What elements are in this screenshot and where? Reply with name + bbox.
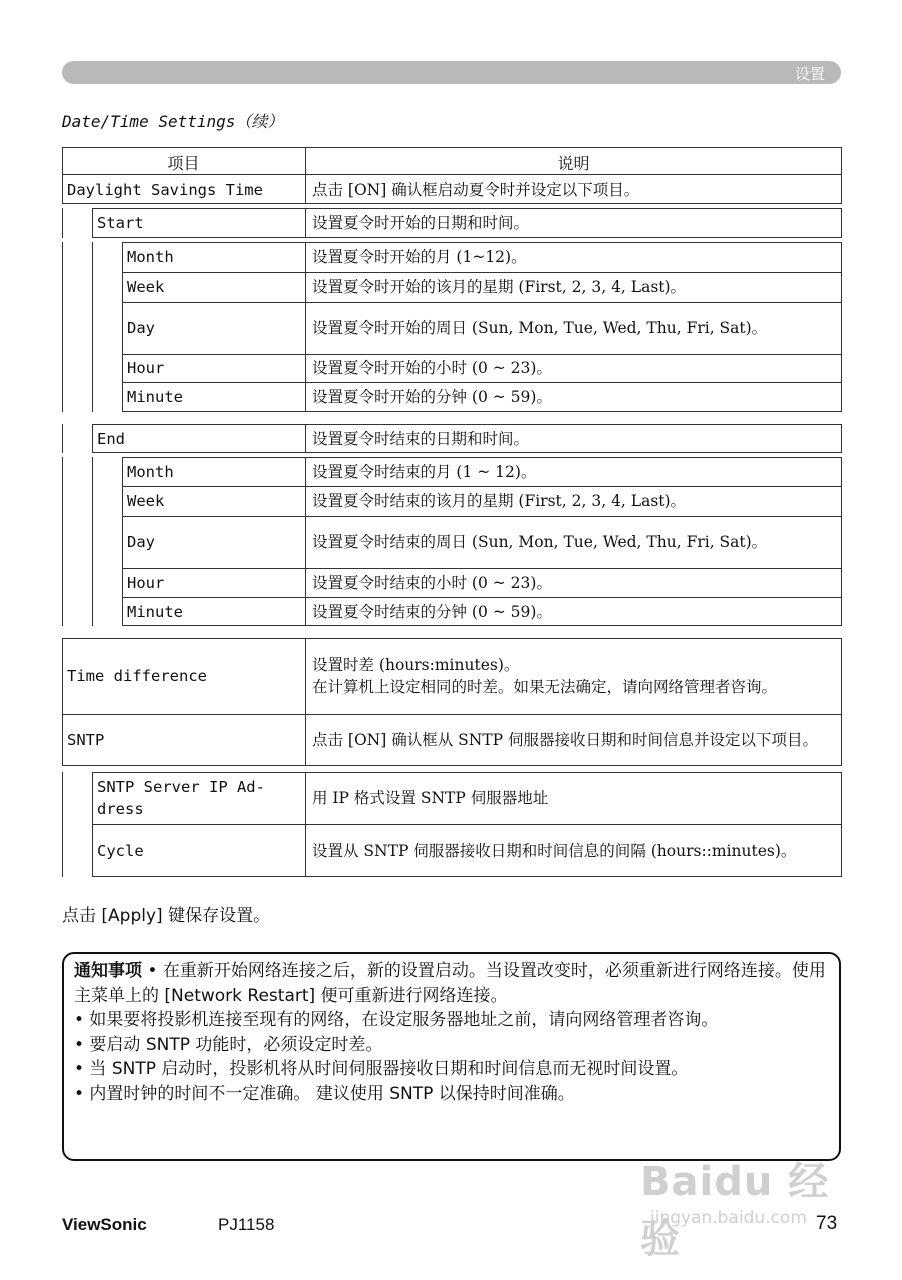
apply-instruction: 点击 [Apply] 键保存设置。: [62, 906, 271, 926]
table-row-start-week-desc: 设置夏令时开始的该月的星期 (First, 2, 3, 4, Last)。: [312, 278, 687, 296]
table-row-end-desc: 设置夏令时结束的日期和时间。: [312, 429, 530, 448]
watermark-url: jingyan.baidu.com: [650, 1208, 807, 1228]
table-row-end-day-item: Day: [127, 533, 155, 551]
table-row-start-day-desc: 设置夏令时开始的周日 (Sun, Mon, Tue, Wed, Thu, Fri, Sat)。: [312, 319, 768, 337]
notice-line-5: • 内置时钟的时间不一定准确。 建议使用 SNTP 以保持时间准确。: [74, 1083, 575, 1104]
table-row-start-hour-desc: 设置夏令时开始的小时 (0 ~ 23)。: [312, 359, 552, 377]
table-row-start-month-item: Month: [127, 248, 174, 266]
table-row-start-month-desc: 设置夏令时开始的月 (1~12)。: [312, 248, 527, 266]
table-row-cycle-desc: 设置从 SNTP 伺服器接收日期和时间信息的间隔 (hours::minutes)。: [312, 841, 797, 860]
table-row-start-hour-item: Hour: [127, 359, 165, 377]
table-row-end-hour-item: Hour: [127, 573, 165, 592]
watermark-brand: Baidu 经验: [640, 1159, 830, 1262]
table-row-cycle-item: Cycle: [97, 841, 144, 860]
table-row-sntp-ip-desc: 用 IP 格式设置 SNTP 伺服器地址: [312, 789, 549, 807]
notice-line-1: • 在重新开始网络连接之后，新的设置启动。当设置改变时，必须重新进行网络连接。使用主菜单上的 [Network Restart] 便可重新进行网络连接。: [74, 961, 826, 1006]
table-row-start-minute-desc: 设置夏令时开始的分钟 (0 ~ 59)。: [312, 388, 552, 406]
timediff-desc-line1: 设置时差 (hours:minutes)。: [312, 656, 520, 674]
table-row-end-hour-desc: 设置夏令时结束的小时 (0 ~ 23)。: [312, 573, 552, 592]
table-row-start-day-item: Day: [127, 319, 155, 337]
table-row-dst-desc: 点击 [ON] 确认框启动夏令时并设定以下项目。: [312, 180, 640, 199]
table-row-timediff-desc: [305, 638, 842, 714]
page-subtitle: Date/Time Settings（续）: [62, 112, 284, 131]
table-row-start-item: Start: [97, 214, 144, 232]
table-row-start-minute-item: Minute: [127, 388, 183, 406]
section-header-bar: [62, 61, 841, 84]
table-row-sntp-ip-item: SNTP Server IP Ad-dress: [97, 778, 265, 818]
footer-model: PJ1158: [218, 1215, 275, 1234]
column-header-item: 项目: [167, 154, 200, 173]
table-row-start-desc: 设置夏令时开始的日期和时间。: [312, 214, 530, 232]
timediff-desc-line2: 在计算机上设定相同的时差。如果无法确定，请向网络管理者咨询。: [312, 678, 778, 696]
table-row-end-week-desc: 设置夏令时结束的该月的星期 (First, 2, 3, 4, Last)。: [312, 492, 687, 510]
table-row-end-item: End: [97, 429, 125, 448]
table-row-end-month-desc: 设置夏令时结束的月 (1 ~ 12)。: [312, 462, 537, 481]
table-row-timediff-item: Time difference: [67, 667, 207, 685]
notice-line-3: • 要启动 SNTP 功能时，必须设定时差。: [74, 1034, 383, 1055]
table-row-sntp-desc: 点击 [ON] 确认框从 SNTP 伺服器接收日期和时间信息并设定以下项目。: [312, 731, 819, 749]
column-header-desc: 说明: [557, 154, 590, 173]
table-row-end-month-item: Month: [127, 462, 174, 481]
table-row-end-day-desc: 设置夏令时结束的周日 (Sun, Mon, Tue, Wed, Thu, Fri, Sat)。: [312, 533, 768, 551]
notice-line-4: • 当 SNTP 启动时，投影机将从时间伺服器接收日期和时间信息而无视时间设置。: [74, 1059, 689, 1079]
table-row-end-minute-desc: 设置夏令时结束的分钟 (0 ~ 59)。: [312, 602, 552, 621]
page-number: 73: [816, 1213, 838, 1234]
notice-line-2: • 如果要将投影机连接至现有的网络，在设定服务器地址之前，请向网络管理者咨询。: [74, 1010, 719, 1030]
table-row-dst-item: Daylight Savings Time: [67, 180, 263, 199]
table-row-end-minute-item: Minute: [127, 602, 183, 621]
notice-title: 通知事项: [74, 961, 142, 981]
table-row-start-week-item: Week: [127, 278, 165, 296]
notice-box: [62, 952, 841, 1161]
footer-brand: ViewSonic: [62, 1215, 147, 1234]
table-row-sntp-item: SNTP: [67, 731, 105, 749]
table-row-end-week-item: Week: [127, 492, 165, 510]
section-title: 设置: [794, 65, 825, 83]
